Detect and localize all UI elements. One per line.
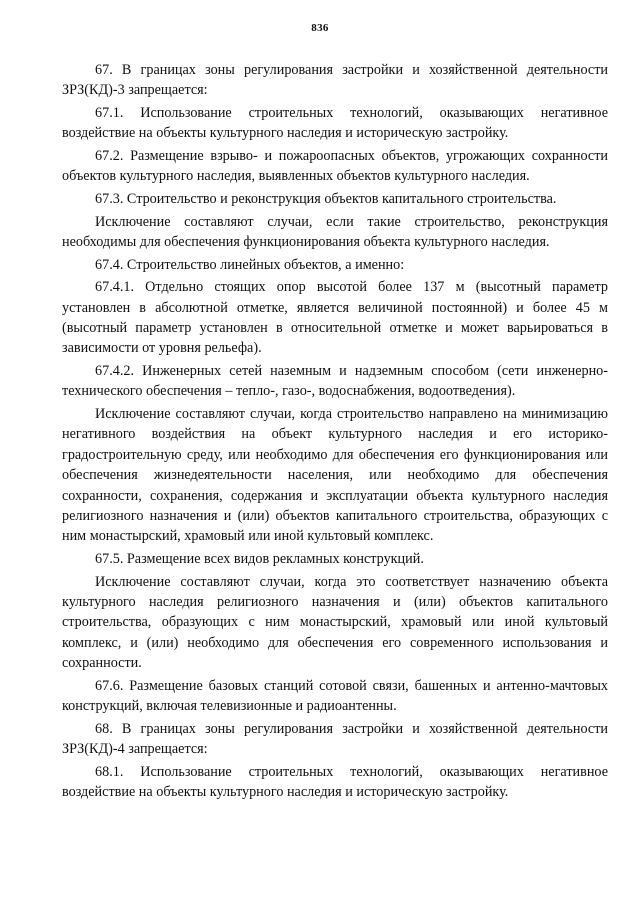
paragraph-67-2: 67.2. Размещение взрыво- и пожароопасных объектов, угрожающих сохранности объектов культурного наследия, выявленных объектов культурного наследия. — [62, 148, 608, 185]
paragraph-67-1: 67.1. Использование строительных технологий, оказывающих негативное воздействие на объекты культурного наследия и историческую застройку. — [62, 105, 608, 142]
paragraph-68-1: 68.1. Использование строительных технологий, оказывающих негативное воздействие на объекты культурного наследия и историческую застройку. — [62, 763, 608, 801]
paragraph-67-4-1: 67.4.1. Отдельно стоящих опор высотой более 137 м (высотный параметр установлен в абсолютной отметке, является величиной постоянной) и более 45 м (высотный параметр установлен в относительной отметке и может варьироваться в зависимости от уровня рельефа). — [62, 279, 608, 357]
paragraph-67-5-exception: Исключение составляют случаи, когда это соответствует назначению объекта культурного наследия религиозного назначения и (или) объектов капитального строительства, образующих с ним монастырский, храмовый или иной культовый комплекс, и (или) необходимо для обеспечения его современного использования и сохранности. — [62, 573, 608, 672]
paragraph-67-6: 67.6. Размещение базовых станций сотовой связи, башенных и антенно-мачтовых конструкций, включая телевизионные и радиоантенны. — [62, 677, 608, 715]
document-body — [62, 60, 608, 805]
paragraph-67: 67. В границах зоны регулирования застройки и хозяйственной деятельности ЗРЗ(КД)-3 запрещается: — [62, 62, 608, 99]
paragraph-67-4-2: 67.4.2. Инженерных сетей наземным и надземным способом (сети инженерно-технического обеспечения – тепло-, газо-, водоснабжения, водоотведения). — [62, 363, 608, 400]
paragraph-68: 68. В границах зоны регулирования застройки и хозяйственной деятельности ЗРЗ(КД)-4 запрещается: — [62, 720, 608, 758]
page-number: 836 — [311, 22, 329, 34]
paragraph-67-4-exception: Исключение составляют случаи, когда строительство направлено на минимизацию негативного воздействия на объект культурного наследия и его историко-градостроительную среду, или необходимо для обеспечения его функционирования или обеспечения жизнедеятельности населения, или необходимо для обеспечения сохранности, сохранения, содержания и эксплуатации объекта культурного наследия религиозного назначения и (или) объектов капитального строительства, образующих с ним монастырский, храмовый или иной культовый комплекс. — [62, 406, 608, 545]
paragraph-67-4: 67.4. Строительство линейных объектов, а именно: — [95, 256, 405, 273]
paragraph-67-3-exception: Исключение составляют случаи, если такие строительство, реконструкция необходимы для обеспечения функционирования объекта культурного наследия. — [62, 213, 608, 250]
paragraph-67-5: 67.5. Размещение всех видов рекламных конструкций. — [95, 551, 424, 568]
paragraph-67-3: 67.3. Строительство и реконструкция объектов капитального строительства. — [95, 191, 557, 207]
